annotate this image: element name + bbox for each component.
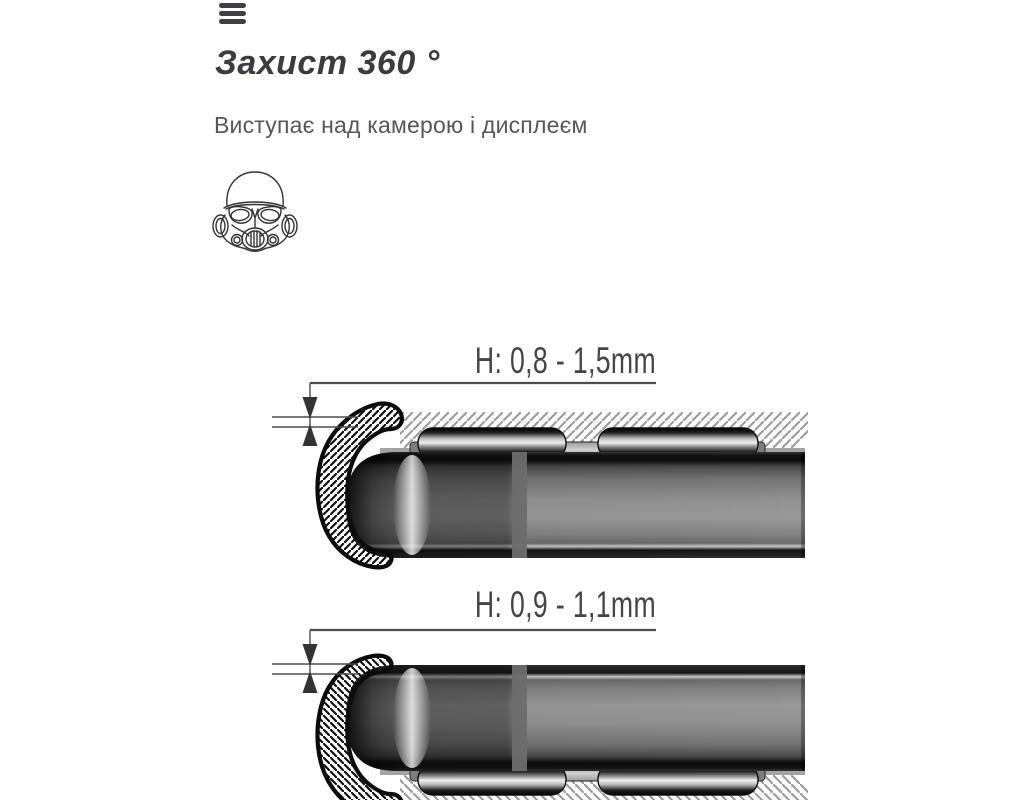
menu-bar [219,19,246,24]
helmet-vent-right-inner [270,237,276,243]
page-title: Захист 360 ° [215,44,440,82]
helmet-lens-left [230,208,249,221]
helmet-dome [227,172,283,206]
helmet-vent-left-inner [234,237,240,243]
menu-bar [219,3,246,8]
menu-icon[interactable] [219,3,246,26]
diagram-camera-side [272,340,808,567]
helmet-vent-left [232,235,243,246]
case-protection-diagram [260,340,820,800]
helmet-vent-right [268,235,279,246]
helmet-lens-right [260,208,279,221]
menu-bar [219,11,246,16]
diagram-display-side [272,584,808,800]
stormtrooper-helmet-icon [212,165,298,253]
helmet-grille [251,231,260,247]
helmet-bridge [252,209,258,227]
display-height-label: H: 0,9 - 1,1mm [474,583,656,626]
page-subtitle: Виступає над камерою і дисплеєм [214,112,588,138]
camera-height-label: H: 0,8 - 1,5mm [474,340,656,382]
helmet-mouth-inner [246,231,264,247]
